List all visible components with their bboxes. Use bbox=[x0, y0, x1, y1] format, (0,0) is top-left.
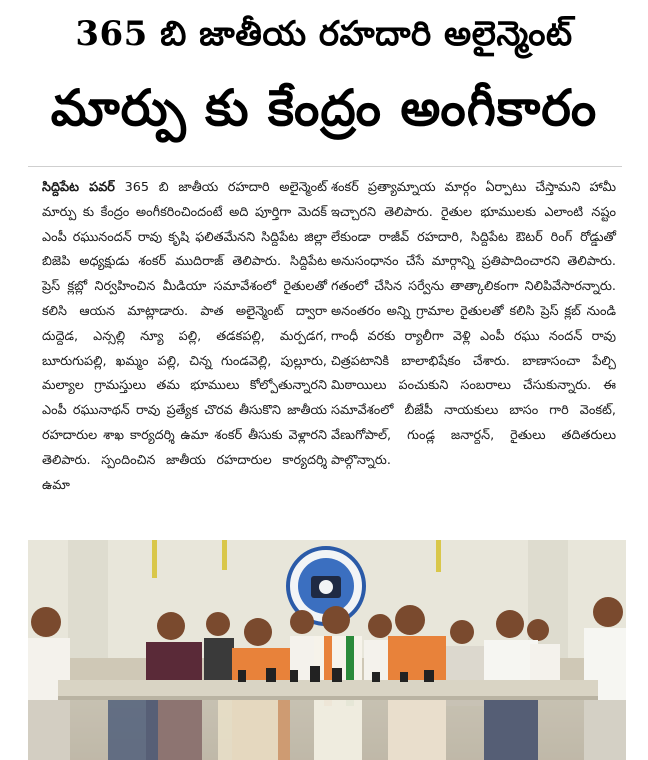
conference-table bbox=[58, 680, 598, 696]
photo-illustration bbox=[28, 540, 626, 760]
headline-line-2: మార్పు కు కేంద్రం అంగీకారం bbox=[50, 78, 598, 137]
article-text-left: 365 బి జాతీయ రహదారి అలైన్మెంట్ మార్పు కు కేంద్రం అంగీకరించిందంటే అది పూర్తిగా మెదక్ ఎంపీ రఘునందన్ రావు కృషి ఫలితమేనని సిద్దిపేట జిల్లా బిజెపి అధ్యక్షుడు శంకర్ ముదిరాజ్ తెలిపారు. సిద్దిపేట ప్రెస్ క్లబ్లో నిర్వహించిన మీడియా సమావేశంలో రైతులతో కలిసి ఆయన మాట్లాడారు. పాత అలైన్మెంట్ ద్వారా దుద్దెడ, ఎన్సల్లి న్యూ పల్లి, తడకపల్లి, మర్పడగ, బూరుగుపల్లి, ఖమ్మం పల్లి, చిన్న గుండవెల్లి, పుల్లూరు, మల్యాల గ్రామస్తులు తమ భూములు కోల్పోతున్నారని ఎంపీ రఘునాథన్ రావు ప్రత్యేక చొరవ తీసుకొని జాతీయ రహదారుల శాఖ కార్యదర్శి ఉమా శంకర్ తీసుకు వెళ్లారని తెలిపారు. స్పందించిన జాతీయ రహదారుల కార్యదర్శి ఉమా bbox=[42, 180, 327, 493]
press-conference-photo bbox=[28, 540, 626, 760]
headline-rule bbox=[28, 166, 622, 167]
article-column-left bbox=[42, 176, 327, 498]
article-text-right: శంకర్ ప్రత్యామ్నాయ మార్గం ఏర్పాటు చేస్తామని హామీ ఇచ్చారని తెలిపారు. రైతుల భూములకు ఎలాంటి నష్టం లేకుండా రాజీవ్ రహదారి, సిద్దిపేట ఔటర్ రింగ్ రోడ్డుతో అనుసంధానం చేసే మార్గాన్ని ప్రతిపాదించారని తెలిపారు. గతంలో చేసిన సర్వేను తాత్కాలికంగా నిలిపివేసారన్నారు. అనంతరం అన్ని గ్రామాల రైతులతో కలిసి ప్రెస్ క్లబ్ నుండి గాంధీ వరకు ర్యాలీగా వెళ్లి ఎంపీ రఘు నందన్ రావు చిత్రపటానికి బాలాభిషేకం చేశారు. బాణాసంచా పేల్చి మిఠాయిలు పంచుకుని సంబరాలు చేసుకున్నారు. ఈ సమావేశంలో బీజేపీ నాయకులు బాసం గారి వెంకట్, వేణుగోపాల్, గుండ్ల జనార్దన్, రైతులు తదితరులు పాల్గొన్నారు. bbox=[331, 180, 616, 468]
dateline: సిద్దిపేట పవర్ bbox=[42, 180, 115, 195]
article-column-right bbox=[331, 176, 616, 474]
headline-line-1: 365 బి జాతీయ రహదారి అలైన్మెంట్ bbox=[75, 14, 573, 54]
